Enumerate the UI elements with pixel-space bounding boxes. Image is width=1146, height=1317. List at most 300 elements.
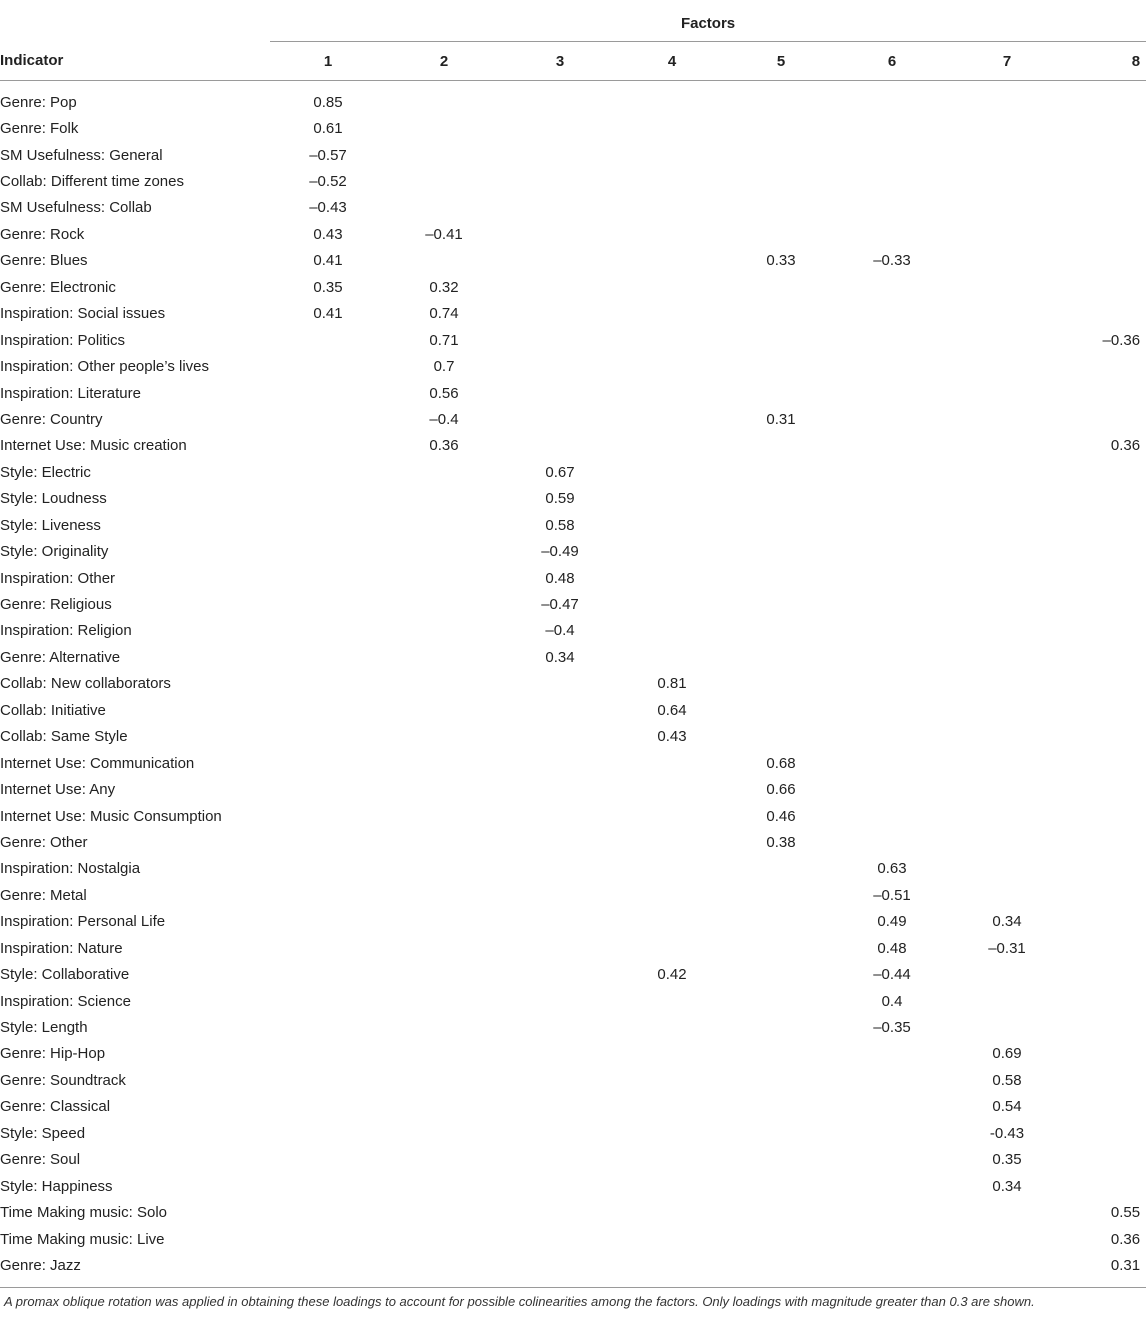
factors-header: Factors xyxy=(270,6,1146,42)
loading-cell-factor-6 xyxy=(836,406,948,432)
loading-cell-factor-5: 0.31 xyxy=(766,410,796,428)
loading-cell-factor-1 xyxy=(270,512,386,538)
loading-cell-factor-2 xyxy=(386,168,502,194)
loading-cell-factor-4 xyxy=(618,1014,726,1040)
loading-cell-factor-4 xyxy=(618,115,726,141)
table-footnote: A promax oblique rotation was applied in obtaining these loadings to account for possible colinearities among the factors. Only loadings with magnitude greater than 0.3 are shown. xyxy=(4,1294,1035,1309)
loading-cell-factor-1: 0.61 xyxy=(313,120,343,138)
loading-cell-factor-3 xyxy=(502,671,618,697)
loading-cell-factor-1 xyxy=(270,486,386,512)
loading-cell-factor-3: –0.49 xyxy=(541,543,579,561)
loading-cell-factor-5 xyxy=(726,988,836,1014)
loading-cell-factor-1: 0.43 xyxy=(313,225,343,243)
loading-cell-factor-4 xyxy=(618,1094,726,1120)
loading-cell-factor-4 xyxy=(618,1147,726,1173)
loading-cell-factor-8 xyxy=(1066,1067,1146,1093)
loading-cell-factor-4 xyxy=(618,856,726,882)
loading-cell-factor-5 xyxy=(726,168,836,194)
indicator-cell: Genre: Blues xyxy=(0,252,88,270)
table-row xyxy=(0,1014,1146,1040)
loading-cell-factor-6 xyxy=(836,1067,948,1093)
loading-cell-factor-6 xyxy=(836,433,948,459)
loading-cell-factor-8 xyxy=(1066,195,1146,221)
loading-cell-factor-5 xyxy=(726,486,836,512)
loading-cell-factor-1 xyxy=(270,803,386,829)
loading-cell-factor-7 xyxy=(948,750,1066,776)
table-row xyxy=(0,1120,1146,1146)
table-row xyxy=(0,1252,1146,1284)
loading-cell-factor-7 xyxy=(948,829,1066,855)
loading-cell-factor-3 xyxy=(502,327,618,353)
loading-cell-factor-2 xyxy=(386,697,502,723)
indicator-cell: Collab: Same Style xyxy=(0,728,128,746)
loading-cell-factor-4 xyxy=(618,538,726,564)
table-row xyxy=(0,274,1146,300)
table-row xyxy=(0,301,1146,327)
loading-cell-factor-7 xyxy=(948,142,1066,168)
indicator-cell: Internet Use: Any xyxy=(0,781,116,799)
loading-cell-factor-8 xyxy=(1066,1147,1146,1173)
loading-cell-factor-8 xyxy=(1066,486,1146,512)
loading-cell-factor-3 xyxy=(502,935,618,961)
loading-cell-factor-5 xyxy=(726,1014,836,1040)
loading-cell-factor-3 xyxy=(502,1252,618,1284)
loading-cell-factor-5: 0.68 xyxy=(766,754,796,772)
loading-cell-factor-4 xyxy=(618,591,726,617)
loading-cell-factor-7 xyxy=(948,961,1066,987)
table-row xyxy=(0,433,1146,459)
loading-cell-factor-1 xyxy=(270,459,386,485)
loading-cell-factor-6 xyxy=(836,512,948,538)
loading-cell-factor-5 xyxy=(726,1147,836,1173)
loading-cell-factor-5 xyxy=(726,1252,836,1284)
loading-cell-factor-5 xyxy=(726,274,836,300)
loading-cell-factor-6 xyxy=(836,750,948,776)
loading-cell-factor-2 xyxy=(386,538,502,564)
loading-cell-factor-3: 0.34 xyxy=(545,648,575,666)
loading-cell-factor-4: 0.81 xyxy=(657,675,687,693)
loading-cell-factor-2: 0.56 xyxy=(429,384,459,402)
table-row xyxy=(0,1173,1146,1199)
indicator-cell: Internet Use: Music creation xyxy=(0,437,187,455)
table-row xyxy=(0,221,1146,247)
loading-cell-factor-4 xyxy=(618,168,726,194)
loading-cell-factor-1 xyxy=(270,750,386,776)
indicator-cell: Genre: Jazz xyxy=(0,1256,81,1274)
loading-cell-factor-7 xyxy=(948,274,1066,300)
loading-cell-factor-1 xyxy=(270,724,386,750)
table-row xyxy=(0,1199,1146,1225)
loading-cell-factor-7: 0.58 xyxy=(992,1071,1022,1089)
loading-cell-factor-5 xyxy=(726,538,836,564)
factor-7-header: 7 xyxy=(948,42,1066,81)
loading-cell-factor-4 xyxy=(618,406,726,432)
table-row xyxy=(0,856,1146,882)
indicator-cell: Inspiration: Social issues xyxy=(0,305,166,323)
loading-cell-factor-4 xyxy=(618,644,726,670)
loading-cell-factor-4 xyxy=(618,81,726,116)
indicator-cell: SM Usefulness: General xyxy=(0,146,163,164)
loading-cell-factor-6 xyxy=(836,697,948,723)
loading-cell-factor-3: 0.59 xyxy=(545,490,575,508)
loading-cell-factor-5 xyxy=(726,380,836,406)
loading-cell-factor-1: –0.43 xyxy=(309,199,347,217)
loading-cell-factor-6 xyxy=(836,195,948,221)
loading-cell-factor-6 xyxy=(836,459,948,485)
loading-cell-factor-1 xyxy=(270,856,386,882)
loading-cell-factor-7 xyxy=(948,724,1066,750)
loading-cell-factor-3 xyxy=(502,1094,618,1120)
loading-cell-factor-5 xyxy=(726,195,836,221)
loading-cell-factor-6 xyxy=(836,327,948,353)
loading-cell-factor-6 xyxy=(836,538,948,564)
loading-cell-factor-6 xyxy=(836,724,948,750)
loading-cell-factor-6 xyxy=(836,274,948,300)
indicator-cell: Inspiration: Religion xyxy=(0,622,132,640)
loading-cell-factor-6: 0.48 xyxy=(877,939,907,957)
loading-cell-factor-7 xyxy=(948,538,1066,564)
indicator-cell: Collab: Initiative xyxy=(0,701,106,719)
loading-cell-factor-4 xyxy=(618,142,726,168)
loading-cell-factor-1 xyxy=(270,829,386,855)
loading-cell-factor-6 xyxy=(836,1147,948,1173)
loading-cell-factor-5 xyxy=(726,221,836,247)
loading-cell-factor-7 xyxy=(948,81,1066,116)
loading-cell-factor-5 xyxy=(726,909,836,935)
loading-cell-factor-7 xyxy=(948,591,1066,617)
loading-cell-factor-2 xyxy=(386,512,502,538)
loading-cell-factor-7 xyxy=(948,1252,1066,1284)
loading-cell-factor-5 xyxy=(726,961,836,987)
loading-cell-factor-3 xyxy=(502,380,618,406)
loading-cell-factor-2 xyxy=(386,988,502,1014)
table-row xyxy=(0,406,1146,432)
loading-cell-factor-3: 0.58 xyxy=(545,516,575,534)
indicator-cell: Inspiration: Personal Life xyxy=(0,913,166,931)
loading-cell-factor-1: 0.41 xyxy=(313,252,343,270)
indicator-cell: Genre: Metal xyxy=(0,886,87,904)
loading-cell-factor-8 xyxy=(1066,591,1146,617)
loading-cell-factor-4 xyxy=(618,459,726,485)
loading-cell-factor-1 xyxy=(270,565,386,591)
loading-cell-factor-1 xyxy=(270,882,386,908)
table-row xyxy=(0,142,1146,168)
loading-cell-factor-1 xyxy=(270,1199,386,1225)
loading-cell-factor-3 xyxy=(502,1199,618,1225)
table-row xyxy=(0,248,1146,274)
loading-cell-factor-7 xyxy=(948,353,1066,379)
loading-cell-factor-3 xyxy=(502,221,618,247)
loading-cell-factor-4 xyxy=(618,380,726,406)
loading-cell-factor-5 xyxy=(726,512,836,538)
loading-cell-factor-6 xyxy=(836,1226,948,1252)
loading-cell-factor-8 xyxy=(1066,512,1146,538)
loading-cell-factor-6 xyxy=(836,115,948,141)
loading-cell-factor-2 xyxy=(386,750,502,776)
loading-cell-factor-5 xyxy=(726,115,836,141)
loading-cell-factor-5 xyxy=(726,697,836,723)
table-row xyxy=(0,697,1146,723)
loading-cell-factor-3 xyxy=(502,142,618,168)
table-row xyxy=(0,486,1146,512)
loading-cell-factor-6 xyxy=(836,1173,948,1199)
table-row xyxy=(0,776,1146,802)
loading-cell-factor-4 xyxy=(618,486,726,512)
loading-cell-factor-8 xyxy=(1066,1041,1146,1067)
table-row xyxy=(0,1041,1146,1067)
loading-cell-factor-7 xyxy=(948,327,1066,353)
loading-cell-factor-5 xyxy=(726,1120,836,1146)
loading-cell-factor-3: –0.47 xyxy=(541,596,579,614)
loading-cell-factor-2: 0.32 xyxy=(429,278,459,296)
loading-cell-factor-3: 0.67 xyxy=(545,463,575,481)
loading-cell-factor-8: 0.31 xyxy=(1110,1256,1141,1274)
loading-cell-factor-1 xyxy=(270,644,386,670)
loading-cell-factor-8 xyxy=(1066,856,1146,882)
table-row xyxy=(0,909,1146,935)
loading-cell-factor-5 xyxy=(726,459,836,485)
table-row xyxy=(0,459,1146,485)
loading-cell-factor-7: 0.34 xyxy=(992,913,1022,931)
loading-cell-factor-5 xyxy=(726,1226,836,1252)
loading-cell-factor-2: 0.71 xyxy=(429,331,459,349)
table-row xyxy=(0,168,1146,194)
indicator-cell: Style: Liveness xyxy=(0,516,101,534)
loading-cell-factor-6 xyxy=(836,301,948,327)
loading-cell-factor-8 xyxy=(1066,882,1146,908)
loading-cell-factor-6 xyxy=(836,1120,948,1146)
loading-cell-factor-4 xyxy=(618,803,726,829)
loading-cell-factor-8 xyxy=(1066,274,1146,300)
table-row xyxy=(0,961,1146,987)
loading-cell-factor-2 xyxy=(386,961,502,987)
loading-cell-factor-8 xyxy=(1066,935,1146,961)
loading-cell-factor-7 xyxy=(948,1014,1066,1040)
loading-cell-factor-1: 0.85 xyxy=(313,93,343,111)
loading-cell-factor-3 xyxy=(502,697,618,723)
factor-1-header: 1 xyxy=(270,42,386,81)
loading-cell-factor-2 xyxy=(386,882,502,908)
loading-cell-factor-1 xyxy=(270,538,386,564)
loading-cell-factor-5: 0.46 xyxy=(766,807,796,825)
loading-cell-factor-3 xyxy=(502,1014,618,1040)
loading-cell-factor-7 xyxy=(948,486,1066,512)
table-row xyxy=(0,618,1146,644)
loading-cell-factor-4 xyxy=(618,988,726,1014)
table-header-group-row xyxy=(0,6,1146,42)
loading-cell-factor-4 xyxy=(618,512,726,538)
loading-cell-factor-8 xyxy=(1066,644,1146,670)
loading-cell-factor-2 xyxy=(386,486,502,512)
loading-cell-factor-5: 0.66 xyxy=(766,781,796,799)
loading-cell-factor-7 xyxy=(948,301,1066,327)
indicator-cell: Genre: Pop xyxy=(0,93,77,111)
factor-6-header: 6 xyxy=(836,42,948,81)
loading-cell-factor-7 xyxy=(948,697,1066,723)
loading-cell-factor-2 xyxy=(386,1067,502,1093)
indicator-cell: Genre: Alternative xyxy=(0,648,121,666)
loading-cell-factor-6 xyxy=(836,565,948,591)
loading-cell-factor-2 xyxy=(386,618,502,644)
table-body xyxy=(0,81,1146,1285)
loading-cell-factor-8 xyxy=(1066,115,1146,141)
loading-cell-factor-6: –0.51 xyxy=(873,886,911,904)
factor-3-header: 3 xyxy=(502,42,618,81)
indicator-cell: Internet Use: Communication xyxy=(0,754,195,772)
loading-cell-factor-4: 0.43 xyxy=(657,728,687,746)
loading-cell-factor-2: 0.74 xyxy=(429,305,459,323)
indicator-cell: Style: Electric xyxy=(0,463,91,481)
loading-cell-factor-7 xyxy=(948,221,1066,247)
table-row xyxy=(0,671,1146,697)
loading-cell-factor-3 xyxy=(502,988,618,1014)
loading-cell-factor-6 xyxy=(836,1252,948,1284)
loading-cell-factor-1 xyxy=(270,433,386,459)
loading-cell-factor-7 xyxy=(948,195,1066,221)
loading-cell-factor-1 xyxy=(270,1041,386,1067)
loading-cell-factor-5: 0.38 xyxy=(766,833,796,851)
loading-cell-factor-8 xyxy=(1066,81,1146,116)
table-header-row xyxy=(0,42,1146,81)
loading-cell-factor-7 xyxy=(948,433,1066,459)
loading-cell-factor-1 xyxy=(270,1147,386,1173)
loading-cell-factor-1 xyxy=(270,935,386,961)
loading-cell-factor-3 xyxy=(502,81,618,116)
loading-cell-factor-3: 0.48 xyxy=(545,569,575,587)
loading-cell-factor-6 xyxy=(836,644,948,670)
loading-cell-factor-3 xyxy=(502,274,618,300)
loading-cell-factor-1: –0.57 xyxy=(309,146,347,164)
loading-cell-factor-6 xyxy=(836,1041,948,1067)
loading-cell-factor-3 xyxy=(502,168,618,194)
loading-cell-factor-5 xyxy=(726,1041,836,1067)
loading-cell-factor-6 xyxy=(836,803,948,829)
loading-cell-factor-8 xyxy=(1066,1094,1146,1120)
loading-cell-factor-7 xyxy=(948,856,1066,882)
loading-cell-factor-3 xyxy=(502,115,618,141)
loading-cell-factor-6: –0.44 xyxy=(873,966,911,984)
loading-cell-factor-1 xyxy=(270,327,386,353)
loading-cell-factor-5 xyxy=(726,565,836,591)
loading-cell-factor-1 xyxy=(270,1173,386,1199)
indicator-cell: Genre: Rock xyxy=(0,225,85,243)
loading-cell-factor-2: 0.7 xyxy=(433,358,455,376)
loading-cell-factor-2: 0.36 xyxy=(429,437,459,455)
loading-cell-factor-3 xyxy=(502,195,618,221)
loading-cell-factor-5 xyxy=(726,591,836,617)
loading-cell-factor-7 xyxy=(948,644,1066,670)
loading-cell-factor-3 xyxy=(502,882,618,908)
loading-cell-factor-8 xyxy=(1066,1120,1146,1146)
loading-cell-factor-2 xyxy=(386,1014,502,1040)
loading-cell-factor-3 xyxy=(502,961,618,987)
loading-cell-factor-2 xyxy=(386,1199,502,1225)
loading-cell-factor-5: 0.33 xyxy=(766,252,796,270)
loading-cell-factor-5 xyxy=(726,433,836,459)
loading-cell-factor-4 xyxy=(618,882,726,908)
loading-cell-factor-4 xyxy=(618,195,726,221)
loading-cell-factor-3 xyxy=(502,1120,618,1146)
loading-cell-factor-5 xyxy=(726,671,836,697)
loading-cell-factor-8 xyxy=(1066,221,1146,247)
loading-cell-factor-2 xyxy=(386,1094,502,1120)
loading-cell-factor-3 xyxy=(502,301,618,327)
table-row xyxy=(0,538,1146,564)
indicator-cell: Time Making music: Live xyxy=(0,1230,165,1248)
loading-cell-factor-5 xyxy=(726,142,836,168)
loading-cell-factor-7 xyxy=(948,406,1066,432)
loading-cell-factor-1 xyxy=(270,1067,386,1093)
loading-cell-factor-7 xyxy=(948,459,1066,485)
loading-cell-factor-2 xyxy=(386,142,502,168)
loading-cell-factor-7 xyxy=(948,618,1066,644)
loading-cell-factor-8 xyxy=(1066,750,1146,776)
indicator-cell: Collab: New collaborators xyxy=(0,675,171,693)
loading-cell-factor-1 xyxy=(270,697,386,723)
loading-cell-factor-2: –0.41 xyxy=(425,225,463,243)
loading-cell-factor-3 xyxy=(502,776,618,802)
loading-cell-factor-3 xyxy=(502,909,618,935)
loading-cell-factor-6 xyxy=(836,829,948,855)
loading-cell-factor-8 xyxy=(1066,1173,1146,1199)
loading-cell-factor-2 xyxy=(386,776,502,802)
table-row xyxy=(0,512,1146,538)
loading-cell-factor-6 xyxy=(836,776,948,802)
loading-cell-factor-6: –0.33 xyxy=(873,252,911,270)
loading-cell-factor-7: 0.34 xyxy=(992,1177,1022,1195)
loading-cell-factor-5 xyxy=(726,644,836,670)
loading-cell-factor-7 xyxy=(948,882,1066,908)
loading-cell-factor-5 xyxy=(726,882,836,908)
loading-cell-factor-8 xyxy=(1066,248,1146,274)
loading-cell-factor-8 xyxy=(1066,142,1146,168)
loading-cell-factor-8 xyxy=(1066,961,1146,987)
loading-cell-factor-2 xyxy=(386,829,502,855)
loading-cell-factor-5 xyxy=(726,724,836,750)
loading-cell-factor-2 xyxy=(386,803,502,829)
indicator-cell: Style: Happiness xyxy=(0,1177,113,1195)
loading-cell-factor-4 xyxy=(618,221,726,247)
loading-cell-factor-7 xyxy=(948,803,1066,829)
loading-cell-factor-4 xyxy=(618,353,726,379)
table-row xyxy=(0,935,1146,961)
loading-cell-factor-2 xyxy=(386,565,502,591)
loading-cell-factor-8 xyxy=(1066,671,1146,697)
indicator-cell: Style: Speed xyxy=(0,1124,86,1142)
loading-cell-factor-3 xyxy=(502,248,618,274)
loading-cell-factor-2 xyxy=(386,1252,502,1284)
loading-cell-factor-7 xyxy=(948,776,1066,802)
loading-cell-factor-1 xyxy=(270,591,386,617)
table-row xyxy=(0,195,1146,221)
loading-cell-factor-2 xyxy=(386,1226,502,1252)
loading-cell-factor-6 xyxy=(836,81,948,116)
loading-cell-factor-4 xyxy=(618,248,726,274)
loading-cell-factor-6 xyxy=(836,486,948,512)
loading-cell-factor-1 xyxy=(270,909,386,935)
loading-cell-factor-1 xyxy=(270,1252,386,1284)
loading-cell-factor-1 xyxy=(270,1226,386,1252)
loading-cell-factor-5 xyxy=(726,327,836,353)
indicator-cell: Genre: Classical xyxy=(0,1098,111,1116)
loading-cell-factor-8 xyxy=(1066,406,1146,432)
table-row xyxy=(0,882,1146,908)
indicator-cell: Genre: Religious xyxy=(0,596,112,614)
table-row xyxy=(0,1067,1146,1093)
loading-cell-factor-5 xyxy=(726,856,836,882)
indicator-cell: Inspiration: Science xyxy=(0,992,131,1010)
loading-cell-factor-6 xyxy=(836,221,948,247)
